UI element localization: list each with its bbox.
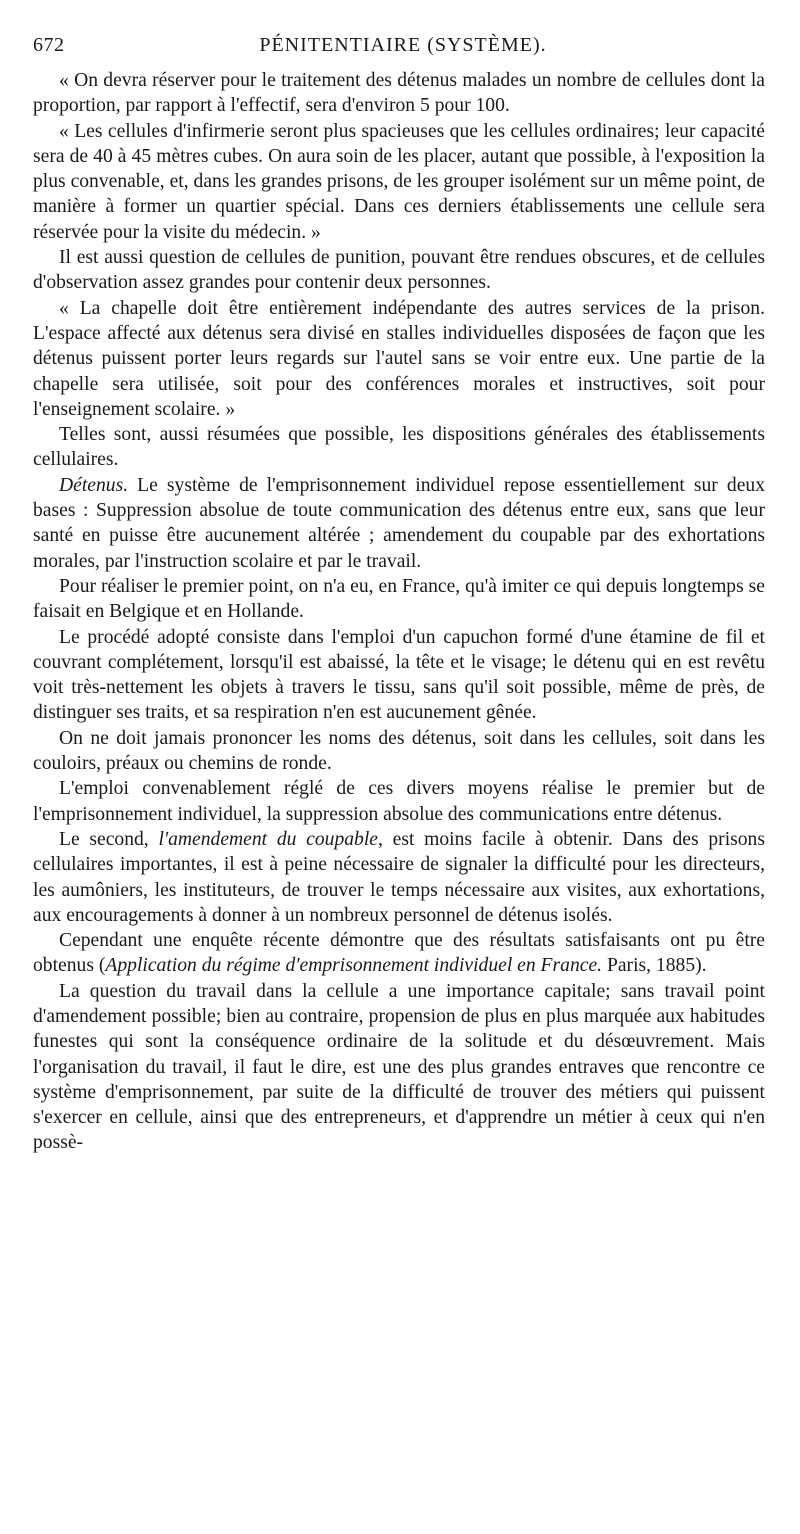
section-heading-detenus: Détenus. [59, 474, 129, 496]
paragraph-text: Paris, 1885). [602, 955, 707, 977]
page-header [33, 34, 773, 60]
paragraph: Telles sont, aussi résumées que possible, les dispositions générales des établissements cellulaires. [33, 424, 765, 471]
paragraph [33, 928, 765, 979]
italic-phrase: l'amendement du coupable [158, 828, 378, 850]
paragraph: L'emploi convenablement réglé de ces divers moyens réalise le premier but de l'emprisonnement individuel, la suppression absolue des communications entre détenus. [33, 778, 765, 825]
paragraph: Pour réaliser le premier point, on n'a eu, en France, qu'à imiter ce qui depuis longtemps se faisait en Belgique et en Hollande. [33, 575, 765, 623]
paragraph-text: Le second, [59, 828, 159, 850]
paragraph [33, 473, 765, 574]
paragraph-text: Le système de l'emprisonnement individuel repose essentiellement sur deux bases : Suppression absolue de toute communication des détenus entre eux, sans que leur santé en puisse être aucunement altérée ; amendement du coupable par des exhortations morales, par l'instruction scolaire et par le travail. [33, 474, 765, 572]
paragraph: La question du travail dans la cellule a une importance capitale; sans travail point d'amendement possible; bien au contraire, propension de plus en plus marquée aux habitudes funestes qui sont la conséquence ordinaire de la solitude et du désœuvrement. Mais l'organisation du travail, il faut le dire, est une des plus grandes entraves que rencontre ce système d'emprisonnement, par suite de la difficulté de trouver des métiers qui puissent s'exercer en cellule, ainsi que des entrepreneurs, et d'apprendre un métier à ceux qui n'en possè- [33, 980, 765, 1154]
paragraph-text: Cependant une enquête récente démontre que des résultats satisfaisants ont pu être obtenus ( [33, 930, 765, 977]
paragraph: « Les cellules d'infirmerie seront plus spacieuses que les cellules ordinaires; leur capacité sera de 40 à 45 mètres cubes. On aura soin de les placer, autant que possible, à l'exposition la plus convenable, et, dans les grandes prisons, de les grouper isolément sur un même point, de manière à former un quartier spécial. Dans ces derniers établissements une cellule sera réservée pour la visite du médecin. » [33, 120, 765, 243]
body-text [33, 68, 765, 1156]
paragraph: « On devra réserver pour le traitement des détenus malades un nombre de cellules dont la proportion, par rapport à l'effectif, sera d'environ 5 pour 100. [33, 70, 765, 117]
paragraph-text: , est moins facile à obtenir. Dans des prisons cellulaires importantes, il est à peine nécessaire de signaler la difficulté pour les directeurs, les aumôniers, les instituteurs, de trouver le temps nécessaire aux visites, aux exhortations, aux encouragements à donner à un nombreux personnel de détenus isolés. [33, 828, 765, 926]
paragraph [33, 827, 765, 928]
page-number: 672 [33, 34, 65, 56]
paragraph: On ne doit jamais prononcer les noms des détenus, soit dans les cellules, soit dans les couloirs, préaux ou chemins de ronde. [33, 727, 765, 775]
running-title: PÉNITENTIAIRE (SYSTÈME). [259, 34, 547, 56]
paragraph: Il est aussi question de cellules de punition, pouvant être rendues obscures, et de cellules d'observation assez grandes pour contenir deux personnes. [33, 247, 765, 294]
book-title-citation: Application du régime d'emprisonnement individuel en France. [105, 955, 603, 977]
paragraph: Le procédé adopté consiste dans l'emploi d'un capuchon formé d'une étamine de fil et couvrant complétement, lorsqu'il est abaissé, la tête et le visage; le détenu qui en est revêtu voit très-nettement les objets à travers le tissu, sans qu'il soit possible, même de près, de distinguer ses traits, et sa respiration n'en est aucunement gênée. [33, 626, 765, 724]
paragraph: « La chapelle doit être entièrement indépendante des autres services de la prison. L'espace affecté aux détenus sera divisé en stalles individuelles disposées de façon que les détenus puissent porter leurs regards sur l'autel sans se voir entre eux. Une partie de la chapelle sera utilisée, soit pour des conférences morales et instructives, soit pour l'enseignement scolaire. » [33, 297, 765, 420]
